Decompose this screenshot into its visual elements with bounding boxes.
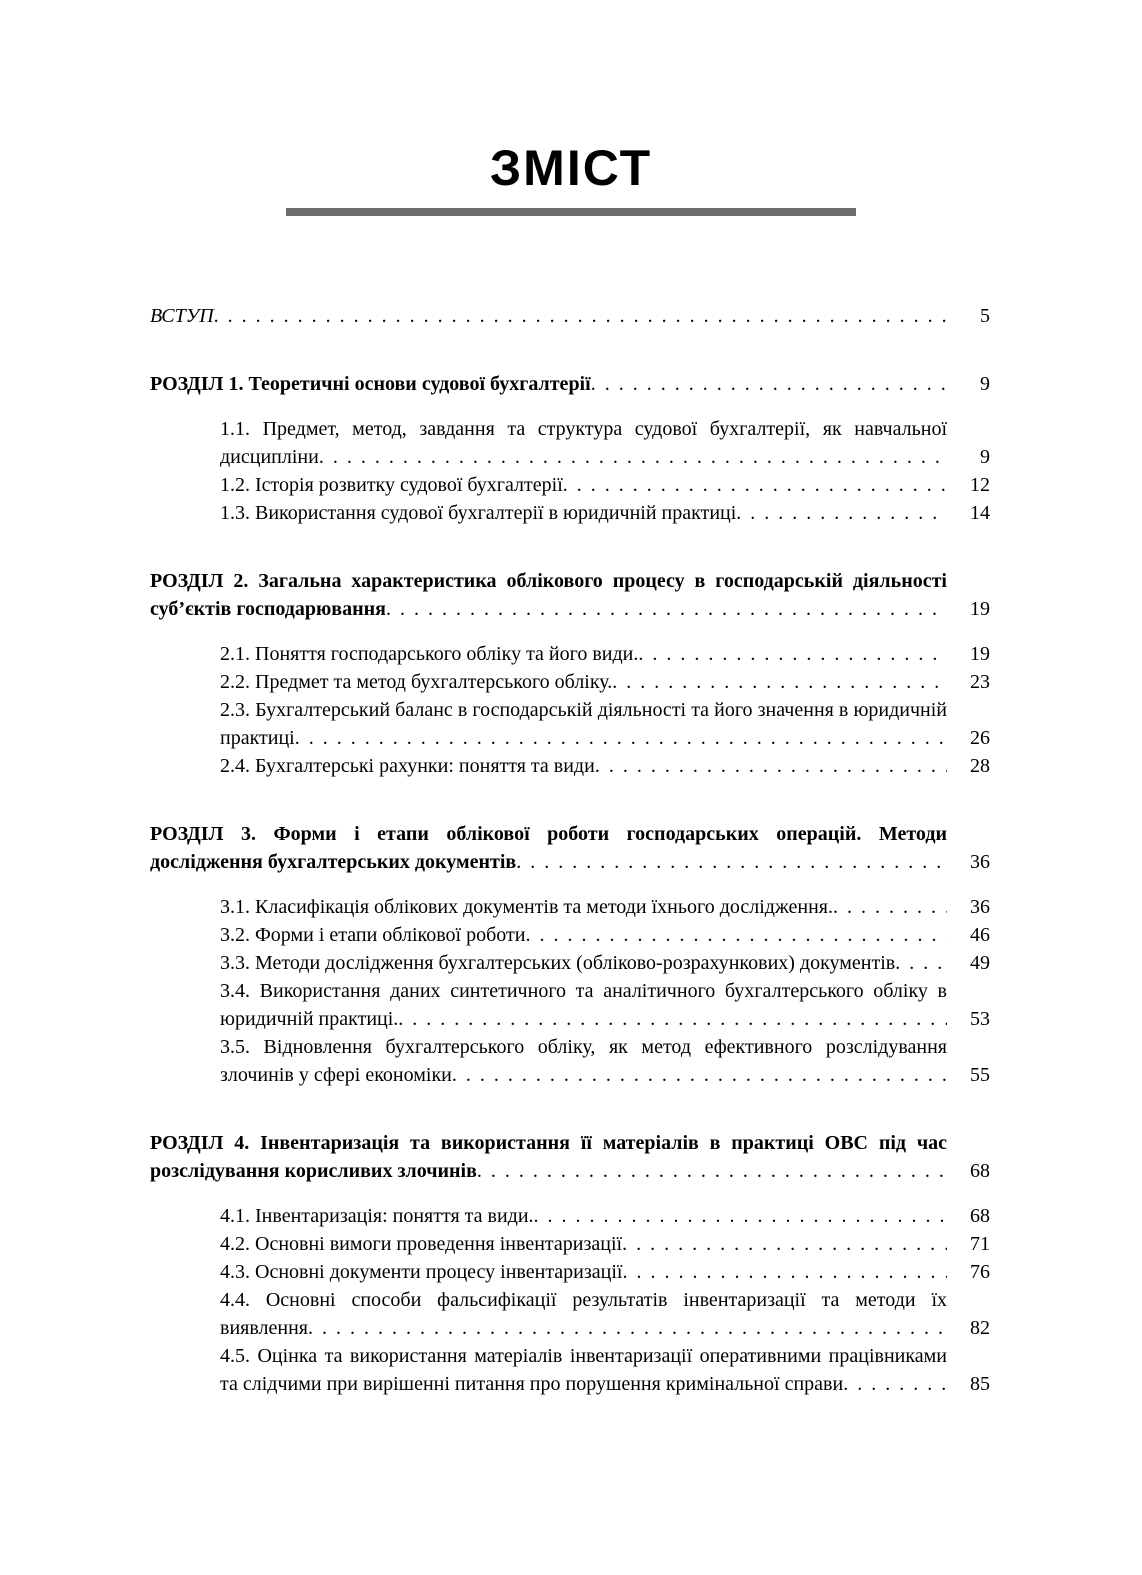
section-entry-text xyxy=(220,1342,947,1398)
section-entry-text xyxy=(220,499,947,527)
chapter-sections xyxy=(220,640,990,780)
entry-title: 4.4. Основні способи фальсифікації результатів інвентаризації та методи їх виявлення xyxy=(220,1289,947,1339)
entry-title: 2.2. Предмет та метод бухгалтерського обліку. xyxy=(220,671,613,693)
page-number: 36 xyxy=(970,851,990,873)
page-number: 46 xyxy=(970,924,990,946)
section-entry-text xyxy=(220,1033,947,1089)
section-entry xyxy=(220,752,990,780)
section-entry-text xyxy=(220,1230,947,1258)
entry-title: 2.1. Поняття господарського обліку та його види. xyxy=(220,643,639,665)
section-entry xyxy=(220,499,990,527)
page-number: 55 xyxy=(970,1064,990,1086)
page-number: 49 xyxy=(970,952,990,974)
entry-title: 3.3. Методи дослідження бухгалтерських (обліково-розрахункових) документів xyxy=(220,952,896,974)
section-entry-text xyxy=(220,977,947,1033)
page-title: ЗМІСТ xyxy=(489,140,653,196)
section-entry xyxy=(220,471,990,499)
entry-title: 4.1. Інвентаризація: поняття та види. xyxy=(220,1205,534,1227)
entry-title: 4.3. Основні документи процесу інвентаризації xyxy=(220,1261,623,1283)
entry-title: 3.4. Використання даних синтетичного та аналітичного бухгалтерського обліку в юридичній практиці. xyxy=(220,980,947,1030)
section-entry-text xyxy=(220,640,947,668)
entry-title: 4.2. Основні вимоги проведення інвентаризації xyxy=(220,1233,623,1255)
page-number: 12 xyxy=(970,474,990,496)
table-of-contents xyxy=(150,302,990,1398)
chapter-heading-text xyxy=(150,370,947,398)
page-number: 19 xyxy=(970,643,990,665)
section-entry xyxy=(220,1286,990,1342)
chapter-heading-text xyxy=(150,820,947,876)
page-number: 23 xyxy=(970,671,990,693)
section-entry-text xyxy=(220,668,947,696)
page-number: 68 xyxy=(970,1205,990,1227)
chapter-sections xyxy=(220,415,990,527)
section-entry-text xyxy=(220,696,947,752)
page-number: 36 xyxy=(970,896,990,918)
chapter-heading-text xyxy=(150,1129,947,1185)
chapter-block xyxy=(150,370,990,527)
entry-title: 1.1. Предмет, метод, завдання та структура судової бухгалтерії, як навчальної дисципліни xyxy=(220,418,947,468)
entry-title: РОЗДІЛ 1. Теоретичні основи судової бухгалтерії xyxy=(150,373,591,395)
page-number: 53 xyxy=(970,1008,990,1030)
page-number: 71 xyxy=(970,1233,990,1255)
section-entry xyxy=(220,1033,990,1089)
section-entry-text xyxy=(220,921,947,949)
chapter-heading xyxy=(150,567,990,623)
chapter-heading-text xyxy=(150,567,947,623)
page-number: 82 xyxy=(970,1317,990,1339)
page-number: 76 xyxy=(970,1261,990,1283)
section-entry-text xyxy=(220,949,947,977)
entry-title: 1.3. Використання судової бухгалтерії в юридичній практиці xyxy=(220,502,737,524)
section-entry-text xyxy=(220,1286,947,1342)
section-entry xyxy=(220,1230,990,1258)
title-underline-bar xyxy=(286,208,856,216)
entry-title: РОЗДІЛ 2. Загальна характеристика облікового процесу в господарській діяльності суб’єктів господарювання xyxy=(150,570,947,620)
page-number: 28 xyxy=(970,755,990,777)
section-entry-text xyxy=(220,415,947,471)
entry-title: 3.1. Класифікація облікових документів та методи їхнього дослідження. xyxy=(220,896,833,918)
entry-title: 3.5. Відновлення бухгалтерського обліку, як метод ефективного розслідування злочинів у сфері економіки xyxy=(220,1036,947,1086)
chapter-sections xyxy=(220,893,990,1089)
section-entry-text xyxy=(220,1258,947,1286)
section-entry xyxy=(220,949,990,977)
section-entry-text xyxy=(220,893,947,921)
page-number: 14 xyxy=(970,502,990,524)
chapter-heading xyxy=(150,1129,990,1185)
page-number: 68 xyxy=(970,1160,990,1182)
entry-title: 1.2. Історія розвитку судової бухгалтерії xyxy=(220,474,563,496)
section-entry-text xyxy=(220,1202,947,1230)
chapter-block xyxy=(150,567,990,780)
entry-title: РОЗДІЛ 4. Інвентаризація та використання її матеріалів в практиці ОВС під час розслідування корисливих злочинів xyxy=(150,1132,947,1182)
section-entry-text xyxy=(220,752,947,780)
section-entry xyxy=(220,1258,990,1286)
page-number: 9 xyxy=(980,446,990,468)
entry-title: 2.4. Бухгалтерські рахунки: поняття та види xyxy=(220,755,595,777)
section-entry xyxy=(220,640,990,668)
section-entry xyxy=(220,893,990,921)
toc-entry-vstup xyxy=(150,302,990,330)
entry-title: ВСТУП xyxy=(150,305,214,327)
chapter-heading xyxy=(150,820,990,876)
chapter-heading xyxy=(150,370,990,398)
page-number: 26 xyxy=(970,727,990,749)
entry-title: 3.2. Форми і етапи облікової роботи xyxy=(220,924,526,946)
entry-title: 2.3. Бухгалтерський баланс в господарській діяльності та його значення в юридичній практиці xyxy=(220,699,947,749)
page-number: 85 xyxy=(970,1373,990,1395)
section-entry xyxy=(220,415,990,471)
page-number: 5 xyxy=(980,305,990,327)
section-entry xyxy=(220,1202,990,1230)
section-entry-text xyxy=(220,471,947,499)
section-entry xyxy=(220,1342,990,1398)
page-number: 19 xyxy=(970,598,990,620)
chapter-block xyxy=(150,1129,990,1398)
section-entry xyxy=(220,668,990,696)
page-number: 9 xyxy=(980,373,990,395)
toc-entry-vstup-text xyxy=(150,302,947,330)
section-entry xyxy=(220,977,990,1033)
section-entry xyxy=(220,696,990,752)
chapter-sections xyxy=(220,1202,990,1398)
entry-title: РОЗДІЛ 3. Форми і етапи облікової роботи господарських операцій. Методи дослідження бухгалтерських документів xyxy=(150,823,947,873)
chapter-block xyxy=(150,820,990,1089)
entry-title: 4.5. Оцінка та використання матеріалів інвентаризації оперативними працівниками та слідчими при вирішенні питання про порушення кримінальної справи xyxy=(220,1345,947,1395)
section-entry xyxy=(220,921,990,949)
